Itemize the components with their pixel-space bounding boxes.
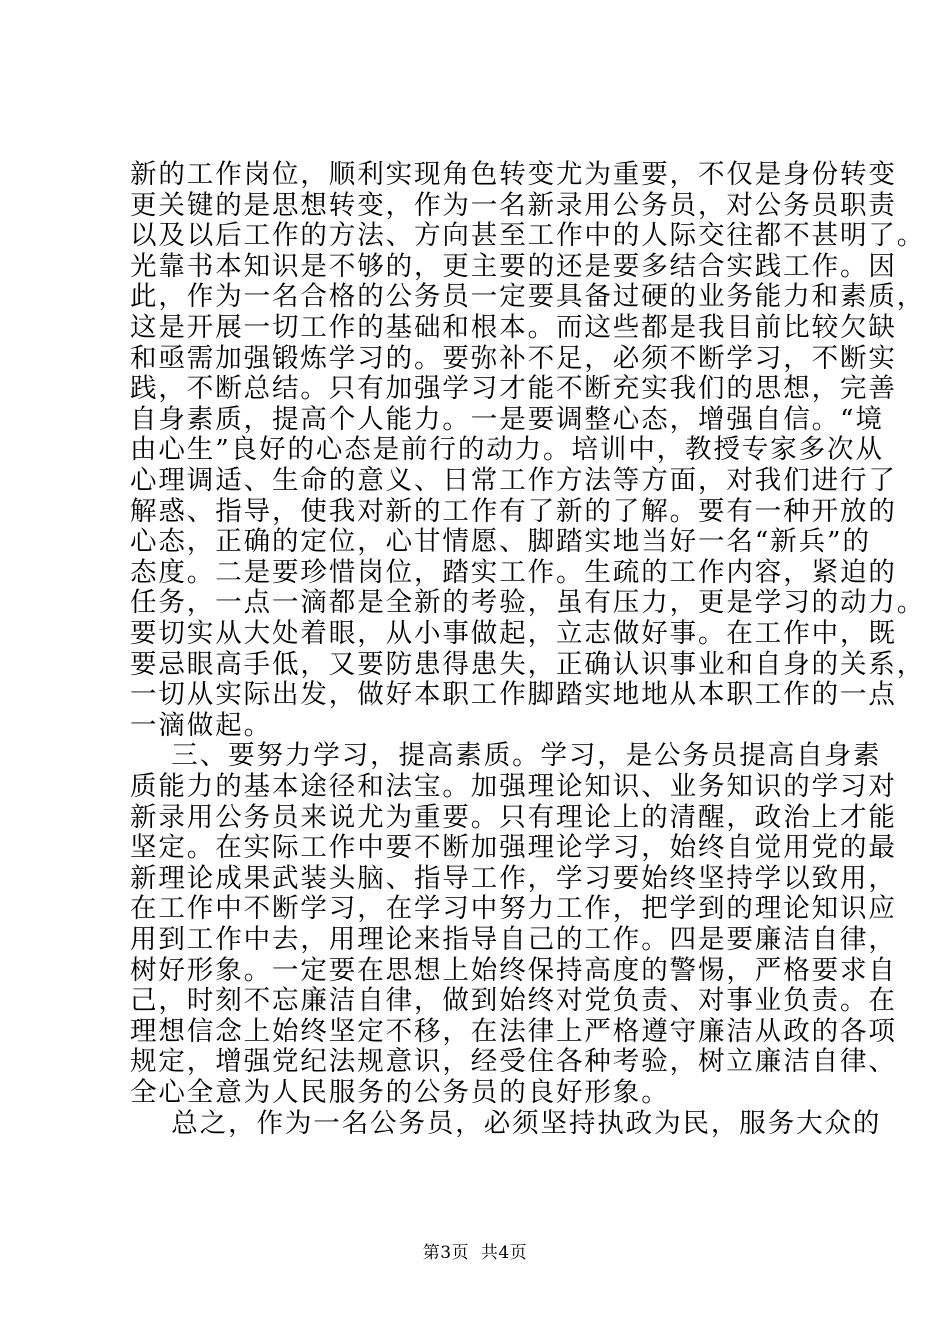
paragraph-start-line: 总之，作为一名公务员，必须坚持执政为民，服务大众的	[130, 1107, 882, 1139]
text-line: 由心生”良好的心态是前行的动力。培训中，教授专家多次从	[130, 434, 884, 466]
text-line: 理想信念上始终坚定不移，在法律上严格遵守廉洁从政的各项	[130, 1015, 897, 1047]
text-line: 质能力的基本途径和法宝。加强理论知识、业务知识的学习对	[130, 771, 897, 802]
text-line: 树好形象。一定要在思想上始终保持高度的警惕，严格要求自	[130, 954, 897, 986]
text-line: 践，不断总结。只有加强学习才能不断充实我们的思想，完善	[130, 373, 897, 405]
text-line: 用到工作中去，用理论来指导自己的工作。四是要廉洁自律，	[130, 924, 897, 955]
text-line: 态度。二是要珍惜岗位，踏实工作。生疏的工作内容，紧迫的	[130, 556, 897, 588]
text-line: 任务，一点一滴都是全新的考验，虽有压力，更是学习的动力。	[130, 587, 926, 619]
text-line: 这是开展一切工作的基础和根本。而这些都是我目前比较欠缺	[130, 312, 897, 343]
text-line: 要忌眼高手低，又要防患得患失，正确认识事业和自身的关系，	[130, 648, 926, 680]
text-line: 一切从实际出发，做好本职工作脚踏实地地从本职工作的一点	[130, 679, 897, 711]
text-line: 自身素质，提高个人能力。一是要调整心态，增强自信。“境	[130, 403, 884, 435]
text-line: 己，时刻不忘廉洁自律，做到始终对党负责、对事业负责。在	[130, 985, 897, 1017]
page-footer: 第3页 共4页	[422, 1243, 528, 1263]
text-line: 要切实从大处着眼，从小事做起，立志做好事。在工作中，既	[130, 618, 897, 649]
text-line: 解惑、指导，使我对新的工作有了新的了解。要有一种开放的	[130, 495, 897, 527]
text-line: 此，作为一名合格的公务员一定要具备过硬的业务能力和素质，	[130, 281, 926, 313]
text-line: 新录用公务员来说尤为重要。只有理论上的清醒，政治上才能	[130, 801, 897, 833]
text-line: 一滴做起。	[130, 709, 272, 741]
text-line: 光靠书本知识是不够的，更主要的还是要多结合实践工作。因	[130, 250, 897, 282]
text-line: 以及以后工作的方法、方向甚至工作中的人际交往都不甚明了。	[130, 220, 926, 252]
text-line: 新的工作岗位，顺利实现角色转变尤为重要，不仅是身份转变	[130, 159, 897, 190]
text-line: 全心全意为人民服务的公务员的良好形象。	[130, 1077, 670, 1108]
text-line: 坚定。在实际工作中要不断加强理论学习，始终自觉用党的最	[130, 832, 897, 864]
text-line: 心态，正确的定位，心甘情愿、脚踏实地当好一名“新兵”的	[130, 526, 871, 558]
text-line: 在工作中不断学习，在学习中努力工作，把学到的理论知识应	[130, 893, 897, 925]
text-line: 更关键的是思想转变，作为一名新录用公务员，对公务员职责	[130, 189, 897, 221]
text-line: 新理论成果武装头脑、指导工作，学习要始终坚持学以致用，	[130, 862, 897, 894]
text-line: 和亟需加强锻炼学习的。要弥补不足，必须不断学习，不断实	[130, 342, 897, 374]
text-line: 心理调适、生命的意义、日常工作方法等方面，对我们进行了	[130, 465, 897, 496]
paragraph-start-line: 三、要努力学习，提高素质。学习，是公务员提高自身素	[130, 740, 882, 772]
text-line: 规定，增强党纪法规意识，经受住各种考验，树立廉洁自律、	[130, 1046, 897, 1078]
